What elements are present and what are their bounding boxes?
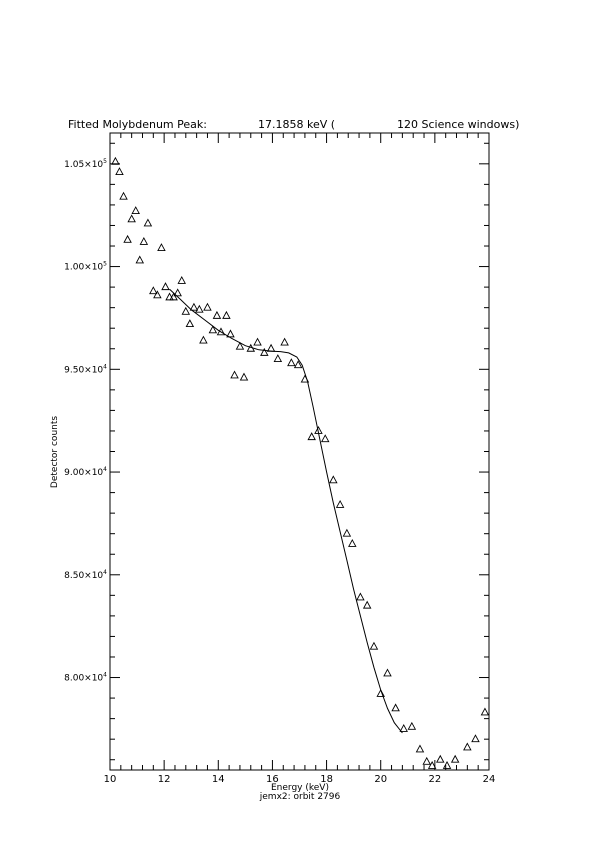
data-point: [274, 355, 281, 362]
data-point: [268, 345, 275, 352]
x-tick-label: 14: [211, 774, 225, 785]
data-point: [186, 320, 193, 327]
data-point: [136, 256, 143, 263]
x-tick-label: 16: [266, 774, 279, 785]
data-point: [343, 530, 350, 537]
data-point: [444, 762, 451, 769]
data-point: [132, 207, 139, 214]
data-point: [400, 725, 407, 732]
ticks-layer: [110, 133, 489, 770]
x-tick-label: 24: [482, 774, 496, 785]
data-point: [112, 158, 119, 165]
data-point: [330, 476, 337, 483]
data-point: [144, 219, 151, 226]
data-point: [182, 308, 189, 315]
data-point: [408, 723, 415, 730]
tick-labels-layer: [64, 158, 495, 785]
x-tick-label: 20: [374, 774, 388, 785]
fit-curve: [170, 289, 403, 733]
data-point: [204, 304, 211, 311]
data-point: [154, 291, 161, 298]
data-point: [223, 312, 230, 319]
data-point: [308, 433, 315, 440]
data-point: [322, 435, 329, 442]
data-point: [200, 337, 207, 344]
x-tick-label: 22: [428, 774, 442, 785]
y-tick-label: $1.00\times 10^5$: [64, 260, 107, 273]
data-point: [288, 359, 295, 366]
data-point: [452, 756, 459, 763]
data-point: [437, 756, 444, 763]
y-tick-label: $8.00\times 10^4$: [64, 671, 107, 684]
data-point: [231, 371, 238, 378]
chart-title-right: 120 Science windows): [397, 118, 520, 131]
data-point: [124, 236, 131, 243]
data-point: [370, 643, 377, 650]
data-points-layer: [112, 158, 489, 769]
data-point: [116, 168, 123, 175]
data-point: [178, 277, 185, 284]
data-point: [357, 593, 364, 600]
data-point: [364, 602, 371, 609]
data-point: [128, 215, 135, 222]
data-point: [481, 708, 488, 715]
data-point: [150, 287, 157, 294]
y-tick-label: $8.50\times 10^4$: [64, 568, 107, 581]
data-point: [464, 743, 471, 750]
data-point: [384, 669, 391, 676]
data-point: [140, 238, 147, 245]
data-point: [162, 283, 169, 290]
data-point: [392, 704, 399, 711]
data-point: [416, 745, 423, 752]
y-tick-label: $9.50\times 10^4$: [64, 363, 107, 376]
chart-title-left: Fitted Molybdenum Peak:: [68, 118, 207, 131]
data-point: [349, 540, 356, 547]
chart-title-value: 17.1858 keV (: [258, 118, 336, 131]
data-point: [190, 304, 197, 311]
data-point: [158, 244, 165, 251]
y-tick-label: $9.00\times 10^4$: [64, 466, 107, 479]
y-axis-label: Detector counts: [50, 415, 60, 489]
x-tick-label: 12: [157, 774, 171, 785]
data-point: [281, 339, 288, 346]
data-point: [337, 501, 344, 508]
data-point: [423, 758, 430, 765]
data-point: [472, 735, 479, 742]
chart-subtitle: jemx2: orbit 2796: [259, 792, 341, 802]
data-point: [213, 312, 220, 319]
x-axis-label: Energy (keV): [271, 783, 329, 793]
y-tick-label: $1.05\times 10^5$: [64, 157, 107, 170]
data-point: [254, 339, 261, 346]
data-point: [241, 374, 248, 381]
data-point: [209, 326, 216, 333]
data-point: [120, 193, 127, 200]
plot-frame: [110, 133, 489, 770]
x-tick-label: 18: [320, 774, 333, 785]
x-tick-label: 10: [103, 774, 117, 785]
